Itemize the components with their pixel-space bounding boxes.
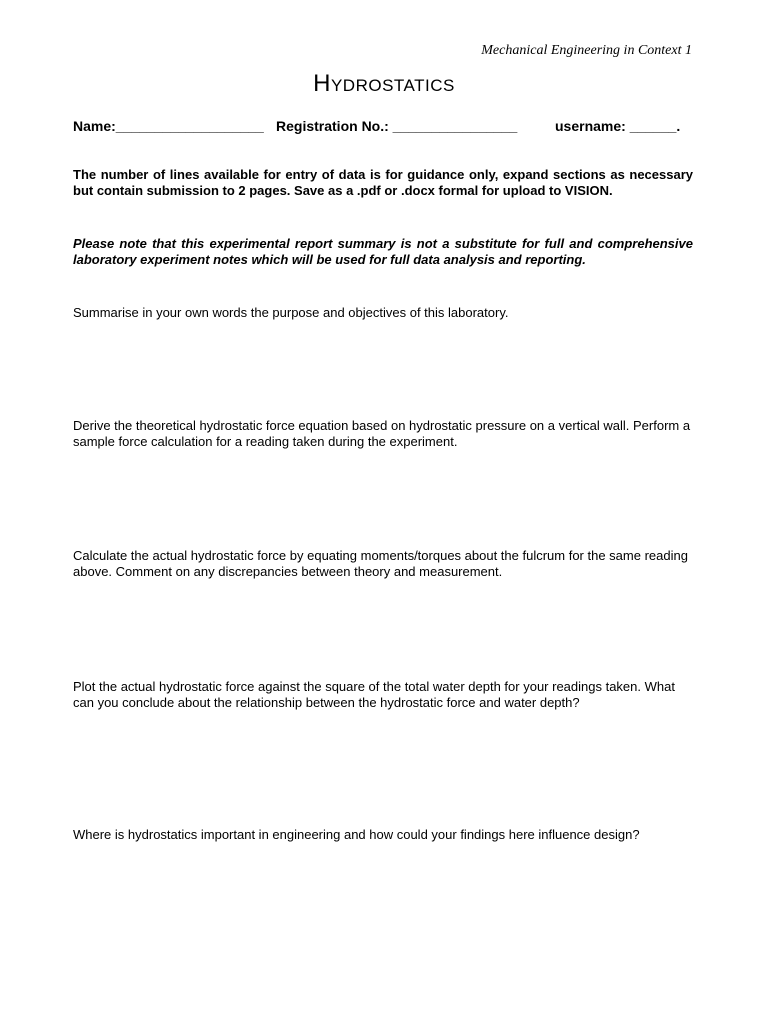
question-5: Where is hydrostatics important in engineering and how could your findings here influence design? — [73, 827, 640, 842]
document-title: Hydrostatics — [313, 70, 455, 97]
question-1: Summarise in your own words the purpose and objectives of this laboratory. — [73, 305, 509, 320]
course-header: Mechanical Engineering in Context 1 — [481, 43, 692, 58]
registration-field: Registration No.: ________________ — [276, 118, 518, 134]
question-3: Calculate the actual hydrostatic force by equating moments/torques about the fulcrum for the same reading above. Comment on any discrepancies between theory and measurement. — [73, 548, 688, 579]
report-note: Please note that this experimental report summary is not a substitute for full and comprehensive laboratory experiment notes which will be used for full data analysis and reporting. — [73, 236, 693, 267]
username-field: username: ______. — [555, 118, 681, 134]
question-2: Derive the theoretical hydrostatic force equation based on hydrostatic pressure on a vertical wall. Perform a sample force calculation for a reading taken during the experiment. — [73, 418, 691, 449]
question-4: Plot the actual hydrostatic force against the square of the total water depth for your readings taken. What can you conclude about the relationship between the hydrostatic force and water depth? — [73, 679, 675, 710]
guidance-instructions: The number of lines available for entry of data is for guidance only, expand sections as necessary but contain submission to 2 pages. Save as a .pdf or .docx formal for upload to VISION. — [73, 167, 693, 198]
name-field: Name:___________________ — [73, 118, 264, 134]
